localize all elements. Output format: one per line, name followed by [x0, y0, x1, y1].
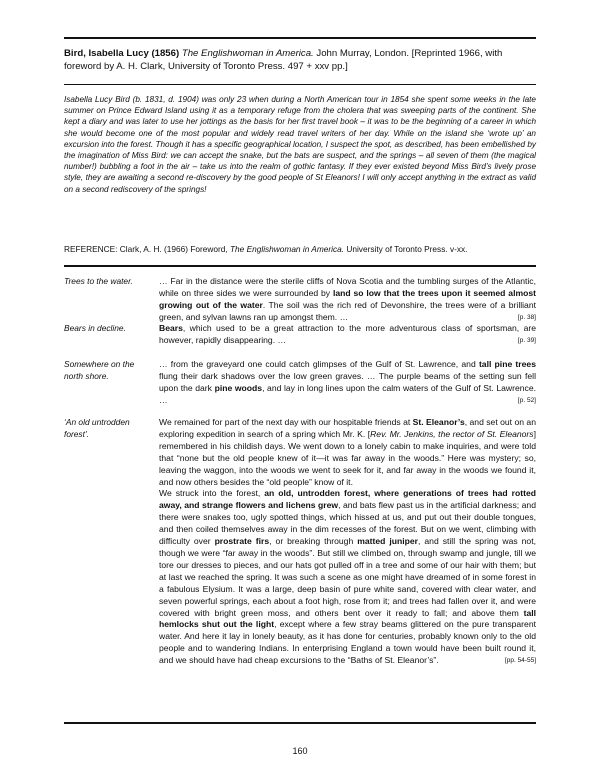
extract-text	[159, 323, 536, 347]
intro-paragraph: Isabella Lucy Bird (b. 1831, d. 1904) was only 23 when during a North American tour in 1854 she spent some weeks in the late summer on Prince Edward Island using it as a temporary refuge from the cholera that was sweeping parts of the continent. She kept a diary and was later to use her jottings as the basis for her first travel book – it was to be the beginning of a career in which she would become one of the most popular and widely read travel writers of her day. While on the island she ‘wrote up’ an excursion into the forest. Though it has a specific geographical location, I suspect the spot, as described, has been embellished by the imagination of Miss Bird: we can accept the snake, but the bats are suspect, and the springs – all seven of them (the magical number!) bubbling a foot in the air – take us into the realm of gothic fantasy. If they ever existed beyond Miss Bird’s lively prose style, they are awaiting a second re-discovery by the good people of St Eleanors! I will only accept anything in the extract as valid on a second rediscovery of the springs!	[64, 95, 536, 194]
page-reference: [pp. 54-55]	[504, 657, 536, 665]
extract-segment: ] remembered in his childish days. We went down to a lonely cabin to make inquiries, and were told that “none but the old people knew of it—it was far away in the woods.” Here was mystery; so, leaving the waggon, into the woods we went to seek for it, and far away in the woods we found it, and now others besides the “old people” know of it.	[159, 428, 536, 487]
extract-segment: , and lay in long lines upon the calm waters of the Gulf of St. Lawrence. …	[159, 382, 537, 405]
reference-rule	[64, 265, 536, 267]
extract-segment: , and still the spring was not, though we were “far away in the woods”. But still we climbed on, through swamp and jungle, till we tore our dresses to pieces, and our hats got pulled off in a tree and some of our hair with them; but at last we reached the spring. It was such a scene as one might have dreamed of in some forest in a fabulous Elysium. It was a large, deep basin of pure white sand, covered with clear water, and seven powerful springs, each about a foot high, rose from it; and trees had fallen over it, and were covered with bright green moss, and others bent over it ready to fall; and above them	[159, 536, 536, 618]
highlighted-phrase: tall pine trees	[478, 359, 536, 369]
extract-text	[159, 359, 536, 407]
highlighted-phrase: St. Eleanor’s	[412, 417, 465, 427]
author-year: Bird, Isabella Lucy (1856)	[64, 48, 180, 59]
extract-segment: , and bats flew past us in the artificial darkness; and there were snakes too, ugly spotted things, which hissed at us, and put out their double tongues, and then coiled themselves away in the dim recesses of the forest. But on we went, climbing with difficulty over	[159, 500, 536, 547]
extract-paragraph	[159, 417, 536, 488]
extract-segment: … Far in the distance were the sterile cliffs of Nova Scotia and the tumbling surges of the Atlantic, while on three sides we were surrounded by	[159, 276, 536, 298]
page-number: 160	[292, 746, 308, 756]
publisher-info: John Murray, London. [Reprinted 1966, with foreword by A. H. Clark, University of Toronto Press. 497 + xxv pp.]	[64, 48, 503, 72]
extract-segment: , except where a few stray beams glittered on the pure transparent water. And here it lay in lonely beauty, as it has done for centuries, probably known only to the old people and to wandering Indians. In enterprising England a town would have been built round it, and we should have had cheap excursions to the “Baths of St. Eleanor’s”.	[159, 619, 536, 666]
header-rule	[64, 84, 536, 85]
extract-segment: flung their dark shadows over the low green graves. … The purple beams of the setting sun fell upon the dark	[159, 370, 536, 393]
extract-segment: … from the graveyard one could catch glimpses of the Gulf of St. Lawrence, and	[159, 359, 479, 369]
highlighted-phrase: land so low that the trees upon it seemed almost growing out of the water	[159, 287, 536, 310]
margin-note: Bears in decline.	[64, 323, 126, 333]
extract-segment: , and set out on an exploring expedition in search of a spring which Mr. K. [	[159, 417, 536, 439]
page-reference: [p. 38]	[517, 313, 536, 321]
margin-note: Somewhere on the north shore.	[64, 359, 135, 381]
reference-label: REFERENCE: Clark, A. H. (1966) Foreword,	[64, 244, 230, 254]
highlighted-phrase: an old, untrodden forest, where generations of trees had rotted away, and strange flowers and lichens grew	[159, 488, 536, 511]
page-reference: [p. 39]	[517, 336, 536, 344]
margin-note: ‘An old untrodden forest’.	[64, 417, 130, 439]
book-title: The Englishwoman in America.	[181, 48, 314, 59]
margin-note: Trees to the water.	[64, 276, 133, 286]
extract-segment: , or breaking through	[269, 536, 358, 547]
extract-segment: We struck into the forest,	[159, 488, 265, 499]
page-reference: [p. 52]	[517, 396, 536, 404]
extract-segment: , which used to be a great attraction to the more adventurous class of sportsman, are however, rapidly disappearing. …	[159, 323, 536, 345]
extract-segment: . The soil was the rich red of Devonshire, the trees were of a brilliant green, and sylvan lawns ran up amongst them. …	[159, 299, 536, 322]
highlighted-phrase: pine woods	[214, 382, 263, 393]
highlighted-phrase: Bears	[159, 323, 183, 333]
bibliographic-header	[64, 47, 536, 73]
reference-rest: University of Toronto Press. v-xx.	[344, 244, 468, 254]
reference-line	[64, 244, 536, 254]
extract-text	[159, 276, 536, 324]
bottom-rule	[64, 722, 536, 724]
extract-text	[159, 417, 536, 667]
extract-segment: We remained for part of the next day with our hospitable friends at	[159, 417, 413, 427]
top-rule	[64, 37, 536, 39]
highlighted-phrase: tall hemlocks shut out the light	[159, 607, 536, 630]
highlighted-phrase: prostrate firs	[214, 536, 270, 547]
highlighted-phrase: matted juniper	[357, 536, 419, 547]
reference-title: The Englishwoman in America.	[229, 244, 345, 254]
extract-paragraph	[159, 488, 536, 667]
editorial-insertion: Rev. Mr. Jenkins, the rector of St. Eleanors	[370, 428, 534, 439]
